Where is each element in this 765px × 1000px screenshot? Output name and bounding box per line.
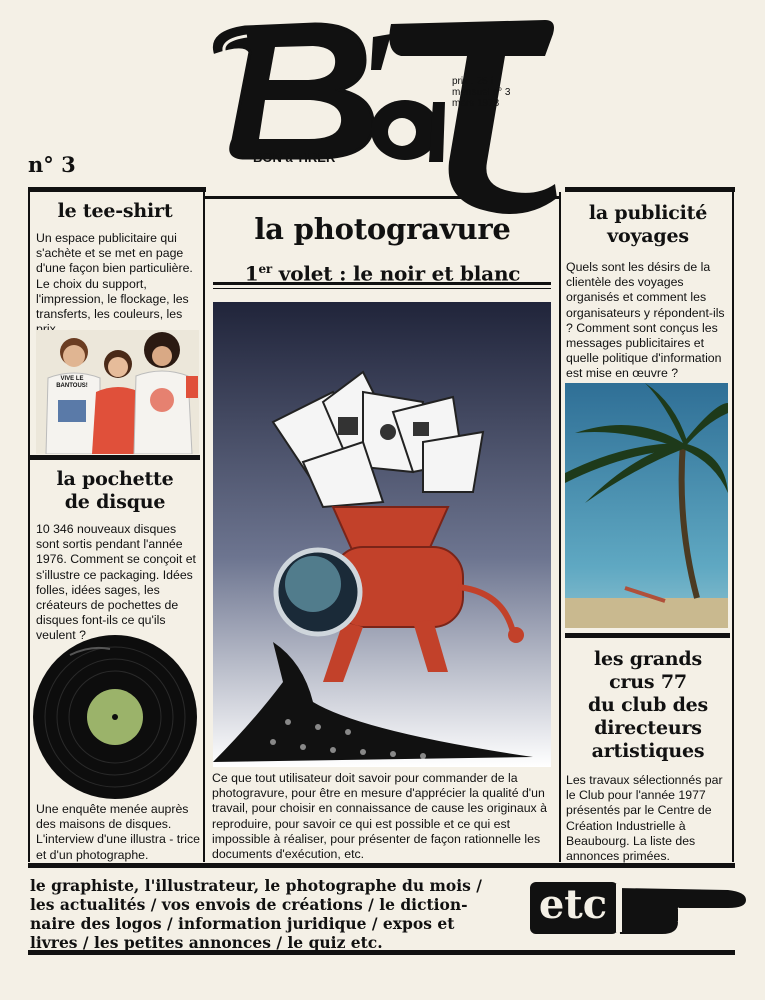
grands-crus-heading-line: du club des [587, 694, 709, 716]
footer-line: livres / les petites annonces / le quiz etc. [30, 933, 383, 952]
footer-line: naire des logos / information juridique / expos et [30, 914, 455, 933]
frame-line [559, 192, 561, 862]
grands-crus-heading-line: artistiques [591, 740, 705, 762]
logo-subtitle: BON à TIRER [253, 150, 336, 165]
publicite-text: Quels sont les désirs de la clientèle des voyages organisés et comment les organisateurs y répondent-ils ? Comment sont conçus les messages publicitaires et quelle politique d'information est mise en œuvre ? [566, 260, 725, 381]
etc-label: etc [538, 881, 608, 928]
tee-shirt-print: VIVE LE BANTOUS! [56, 376, 88, 389]
vinyl-record-image [30, 635, 200, 800]
grands-crus-heading-line: crus 77 [609, 671, 687, 693]
pochette-text: 10 346 nouveaux disques sont sortis pendant l'année 1976. Comment se conçoit et s'illustre ce packaging. Idées folles, idées sages, les créateurs de pochettes de disques font-ils ce qu'ils veulent ? [36, 522, 196, 643]
subheadline-prefix: 1 [244, 261, 259, 286]
price-label: prix : 25 f [452, 76, 494, 87]
pochette-heading-line: la pochette [56, 468, 174, 490]
subheadline-sup: er [258, 262, 273, 276]
pochette-heading [30, 468, 200, 514]
right-section-rule [565, 633, 730, 638]
publicite-heading-line: la publicité [588, 202, 708, 224]
frame-line [203, 192, 205, 862]
footer-line: le graphiste, l'illustrateur, le photographe du mois / [30, 876, 482, 895]
top-rule-left [28, 187, 206, 192]
issue-number: n° 3 [28, 152, 76, 177]
meat-grinder-illustration [213, 302, 551, 767]
publicite-heading-line: voyages [607, 225, 689, 247]
subheadline-rest: volet : le noir et blanc [272, 261, 521, 286]
publicite-heading [563, 202, 733, 248]
grands-crus-heading [563, 648, 733, 763]
main-headline: la photogravure [254, 212, 511, 246]
frequency-label: mensuel n° 3 [452, 87, 511, 98]
pochette-heading-line: de disque [64, 491, 166, 513]
top-rule-center [205, 196, 560, 199]
center-rule [213, 288, 551, 289]
tee-shirt-heading: le tee-shirt [57, 200, 173, 222]
tee-shirt-text: Un espace publicitaire qui s'achète et se met en page d'une façon bien particulière. Le choix du support, l'impression, le flockage, les transferts, les couleurs, les [36, 231, 193, 322]
grands-crus-heading-line: les grands [593, 648, 703, 670]
bat-logo [205, 12, 560, 217]
date-label: mars 1978 [452, 98, 500, 109]
tee-shirt-photo [36, 330, 199, 454]
footer-contents [30, 876, 530, 952]
grands-crus-heading-line: directeurs [594, 717, 702, 739]
main-subheadline [205, 256, 560, 287]
palm-beach-photo [565, 383, 728, 628]
left-section-rule [30, 455, 200, 460]
issue-meta [452, 76, 510, 109]
grands-crus-text: Les travaux sélectionnés par le Club pour l'année 1977 présentés par le Centre de Création Industrielle à Beaubourg. La liste des annonces primées. [566, 773, 723, 864]
top-rule-right [565, 187, 735, 192]
footer-line: les actualités / vos envois de créations / le diction- [30, 895, 468, 914]
main-article-text: Ce que tout utilisateur doit savoir pour commander de la photogravure, pour être en mesure d'apprécier la qualité d'un travail, pour choisir en connaissance de cause les originaux à reproduire, pour savoir ce qui est possible et ce qui est impossible à réaliser, pour présenter de façon rationnelle les documents d'exécution, etc. [212, 771, 547, 862]
pochette-text-2: Une enquête menée auprès des maisons de disques. L'interview d'une illustra - trice et d'un photographe. [36, 802, 200, 862]
